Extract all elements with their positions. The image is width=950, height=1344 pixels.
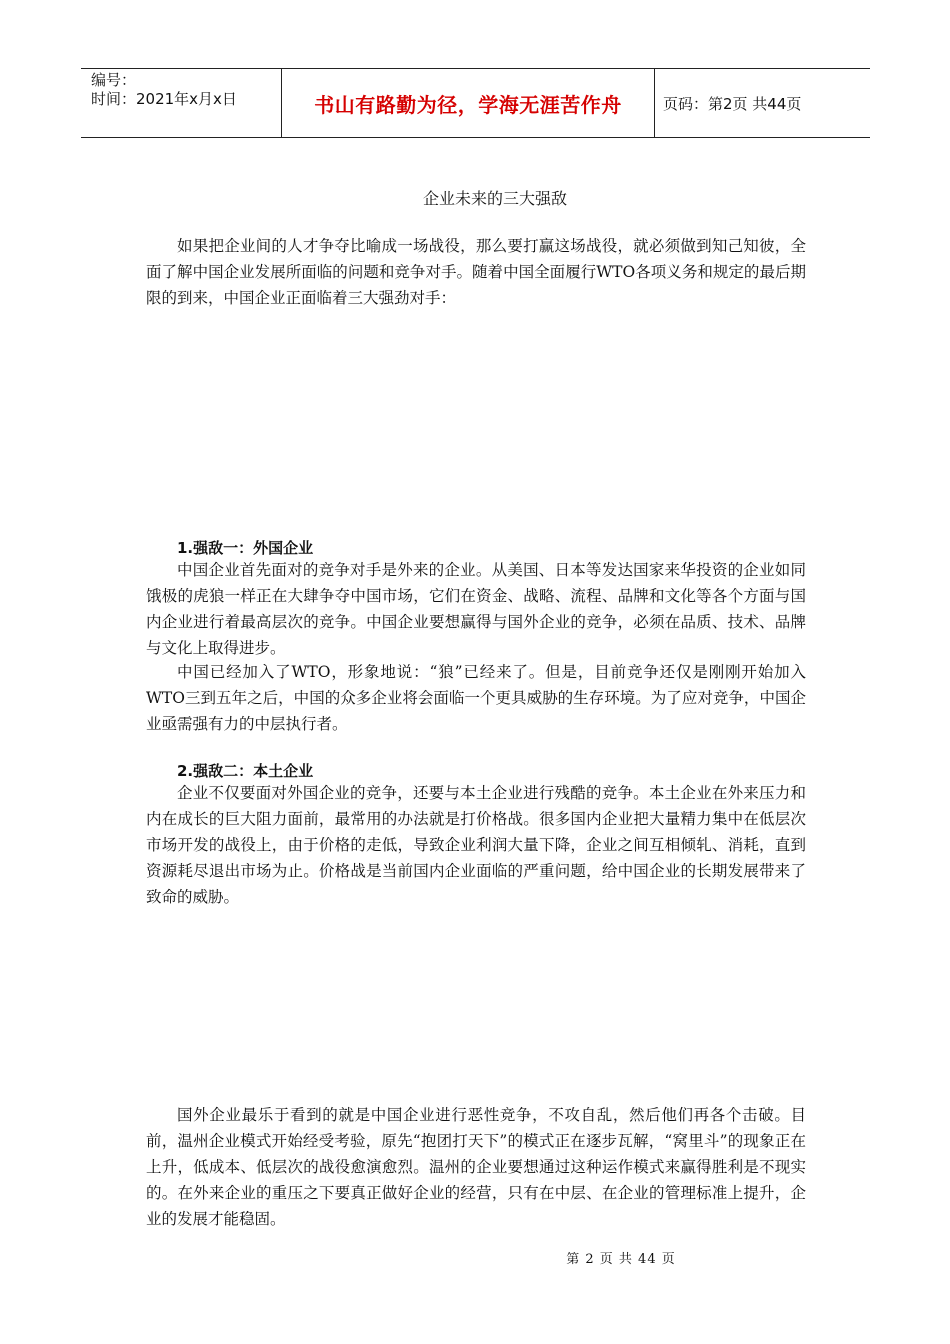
section-heading-foreign: 1.强敌一：外国企业 — [177, 539, 314, 557]
header-meta — [81, 69, 281, 137]
header-motto: 书山有路勤为径，学海无涯苦作舟 — [281, 69, 655, 137]
page-footer — [146, 1248, 950, 1267]
section2-paragraph-1: 企业不仅要面对外国企业的竞争，还要与本土企业进行残酷的竞争。本土企业在外来压力和内在成长的巨大阻力面前，最常用的办法就是打价格战。很多国内企业把大量精力集中在低层次市场开发的战役上，由于价格的走低，导致企业利润大量下降，企业之间互相倾轧、消耗，直到资源耗尽退出市场为止。价格战是当前国内企业面临的严重问题，给中国企业的长期发展带来了致命的威胁。 — [146, 784, 806, 906]
document-date-label: 时间：2021年x月x日 — [91, 90, 237, 108]
section1-paragraph-1: 中国企业首先面对的竞争对手是外来的企业。从美国、日本等发达国家来华投资的企业如同饿极的虎狼一样正在大肆争夺中国市场，它们在资金、战略、流程、品牌和文化等各个方面与国内企业进行着最高层次的竞争。中国企业要想赢得与国外企业的竞争，必须在品质、技术、品牌与文化上取得进步。 — [146, 561, 806, 657]
footer-page-number: 第 2 页 共 44 页 — [566, 1252, 676, 1267]
document-title: 企业未来的三大强敌 — [422, 189, 567, 208]
section1-paragraph-2: 中国已经加入了WTO，形象地说：“狼”已经来了。但是，目前竞争还仅是刚刚开始加入WTO三到五年之后，中国的众多企业将会面临一个更具威胁的生存环境。为了应对竞争，中国企业亟需强有力的中层执行者。 — [146, 663, 806, 733]
section2-paragraph-2: 国外企业最乐于看到的就是中国企业进行恶性竞争，不攻自乱，然后他们再各个击破。目前，温州企业模式开始经受考验，原先“抱团打天下”的模式正在逐步瓦解，“窝里斗”的现象正在上升，低成本、低层次的战役愈演愈烈。温州的企业要想通过这种运作模式来赢得胜利是不现实的。在外来企业的重压之下要真正做好企业的经营，只有在中层、在企业的管理标准上提升，企业的发展才能稳固。 — [146, 1106, 806, 1228]
intro-paragraph: 如果把企业间的人才争夺比喻成一场战役，那么要打赢这场战役，就必须做到知己知彼，全面了解中国企业发展所面临的问题和竞争对手。随着中国全面履行WTO各项义务和规定的最后期限的到来，中国企业正面临着三大强劲对手： — [146, 237, 806, 307]
section-heading-domestic: 2.强敌二：本土企业 — [177, 762, 314, 780]
document-number-label: 编号： — [91, 71, 137, 89]
document-header — [81, 68, 870, 138]
header-page-number: 页码：第2页 共44页 — [663, 94, 802, 113]
